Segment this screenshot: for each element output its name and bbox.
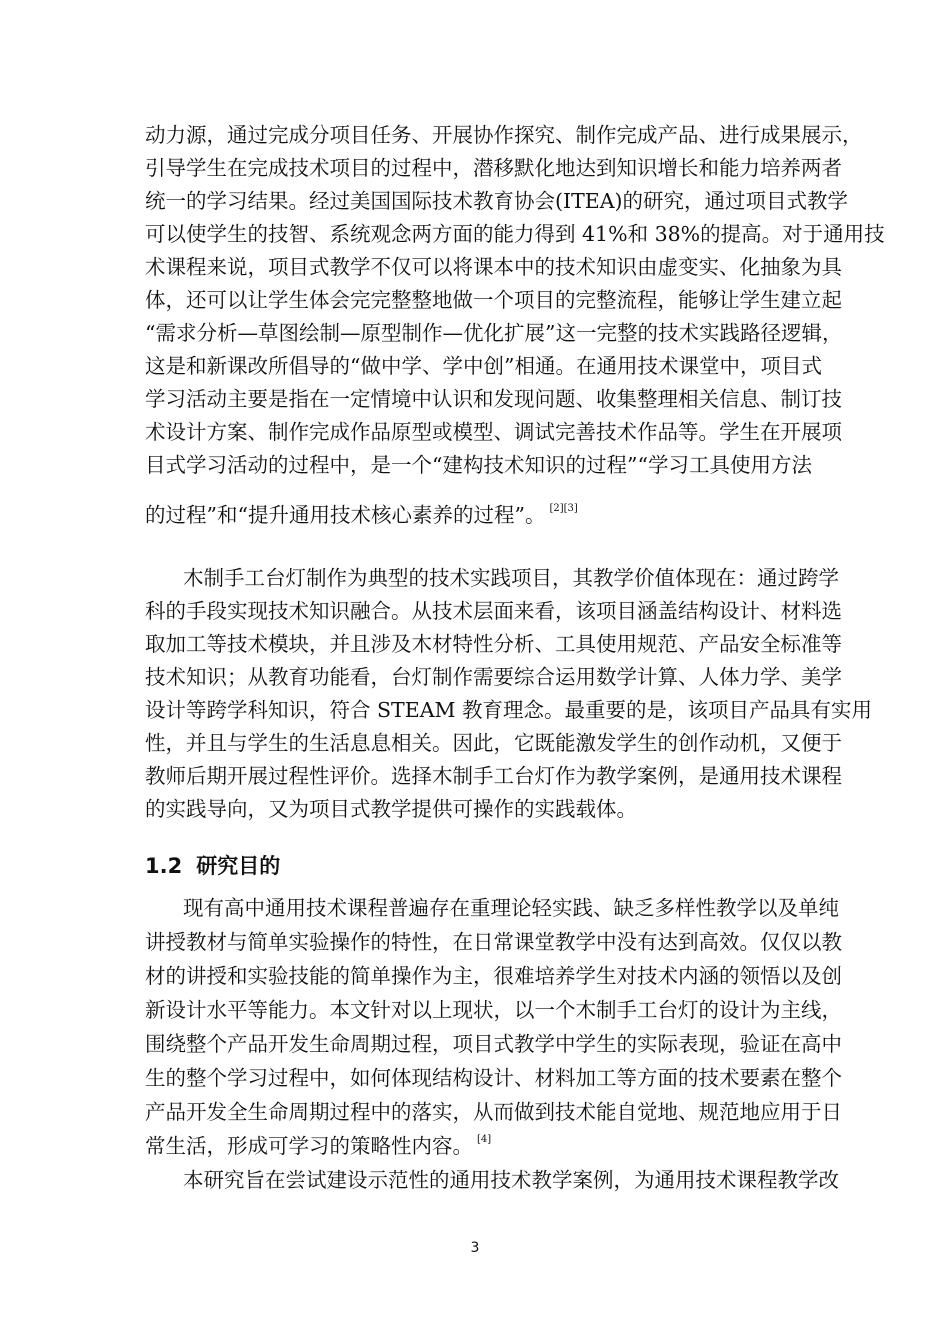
- paragraph-text: 的过程”和“提升通用技术核心素养的过程”。: [145, 503, 546, 527]
- paragraph-line: 术设计方案、制作完成作品原型或模型、调试完善技术作品等。学生在开展项: [145, 420, 842, 444]
- page-number: 3: [470, 1240, 480, 1256]
- paragraph-line: 引导学生在完成技术项目的过程中，潜移默化地达到知识增长和能力培养两者: [145, 156, 842, 180]
- paragraph-line: 木制手工台灯制作为典型的技术实践项目，其教学价值体现在：通过跨学: [183, 566, 839, 590]
- paragraph-line: 现有高中通用技术课程普遍存在重理论轻实践、缺乏多样性教学以及单纯: [183, 896, 839, 920]
- paragraph-line: 教师后期开展过程性评价。选择木制手工台灯作为教学案例，是通用技术课程: [145, 764, 842, 788]
- paragraph-line: 可以使学生的技智、系统观念两方面的能力得到 41%和 38%的提高。对于通用技: [145, 222, 885, 246]
- paragraph-line: 动力源，通过完成分项目任务、开展协作探究、制作完成产品、进行成果展示，: [145, 123, 863, 147]
- citation-ref: [2][3]: [549, 503, 578, 514]
- paragraph-line: 体，还可以让学生体会完完整整地做一个项目的完整流程，能够让学生建立起: [145, 288, 842, 312]
- paragraph-line: 这是和新课改所倡导的“做中学、学中创”相通。在通用技术课堂中，项目式: [145, 354, 822, 378]
- paragraph-line: 材的讲授和实验技能的简单操作为主，很难培养学生对技术内涵的领悟以及创: [145, 964, 842, 988]
- paragraph-line: 学习活动主要是指在一定情境中认识和发现问题、收集整理相关信息、制订技: [145, 387, 842, 411]
- paragraph-line: 科的手段实现技术知识融合。从技术层面来看，该项目涵盖结构设计、材料选: [145, 599, 842, 623]
- paragraph-line: 术课程来说，项目式教学不仅可以将课本中的技术知识由虚变实、化抽象为具: [145, 255, 842, 279]
- citation-ref: [4]: [477, 1134, 492, 1145]
- paragraph-line: 围绕整个产品开发生命周期过程，项目式教学中学生的实际表现，验证在高中: [145, 1032, 842, 1056]
- paragraph-line: “需求分析—草图绘制—原型制作—优化扩展”这一完整的技术实践路径逻辑，: [145, 321, 843, 345]
- paragraph-text: 常生活，形成可学习的策略性内容。: [145, 1134, 473, 1158]
- paragraph-line: 本研究旨在尝试建设示范性的通用技术教学案例，为通用技术课程教学改: [183, 1168, 839, 1192]
- paragraph-line: 讲授教材与简单实验操作的特性，在日常课堂教学中没有达到高效。仅仅以教: [145, 930, 842, 954]
- paragraph-line: 的实践导向，又为项目式教学提供可操作的实践载体。: [145, 797, 637, 821]
- paragraph-line: 目式学习活动的过程中，是一个“建构技术知识的过程”“学习工具使用方法: [145, 453, 812, 477]
- paragraph-last-line: [145, 500, 807, 530]
- paragraph-line: 取加工等技术模块，并且涉及木材特性分析、工具使用规范、产品安全标准等: [145, 632, 842, 656]
- paragraph-line: 生的整个学习过程中，如何体现结构设计、材料加工等方面的技术要素在整个: [145, 1066, 842, 1090]
- section-title: 研究目的: [196, 854, 281, 878]
- paragraph-line: 性，并且与学生的生活息息相关。因此，它既能激发学生的创作动机，又便于: [145, 731, 842, 755]
- paragraph-last-line: [145, 1131, 807, 1161]
- section-number: 1.2: [145, 854, 183, 878]
- paragraph-line: 技术知识；从教育功能看，台灯制作需要综合运用数学计算、人体力学、美学: [145, 665, 842, 689]
- section-heading: [145, 848, 280, 884]
- paragraph-line: 统一的学习结果。经过美国国际技术教育协会(ITEA)的研究，通过项目式教学: [145, 189, 849, 213]
- paragraph-line: 设计等跨学科知识，符合 STEAM 教育理念。最重要的是，该项目产品具有实用: [145, 698, 873, 722]
- paragraph-line: 新设计水平等能力。本文针对以上现状，以一个木制手工台灯的设计为主线，: [145, 998, 842, 1022]
- paragraph-line: 产品开发全生命周期过程中的落实，从而做到技术能自觉地、规范地应用于日: [145, 1100, 842, 1124]
